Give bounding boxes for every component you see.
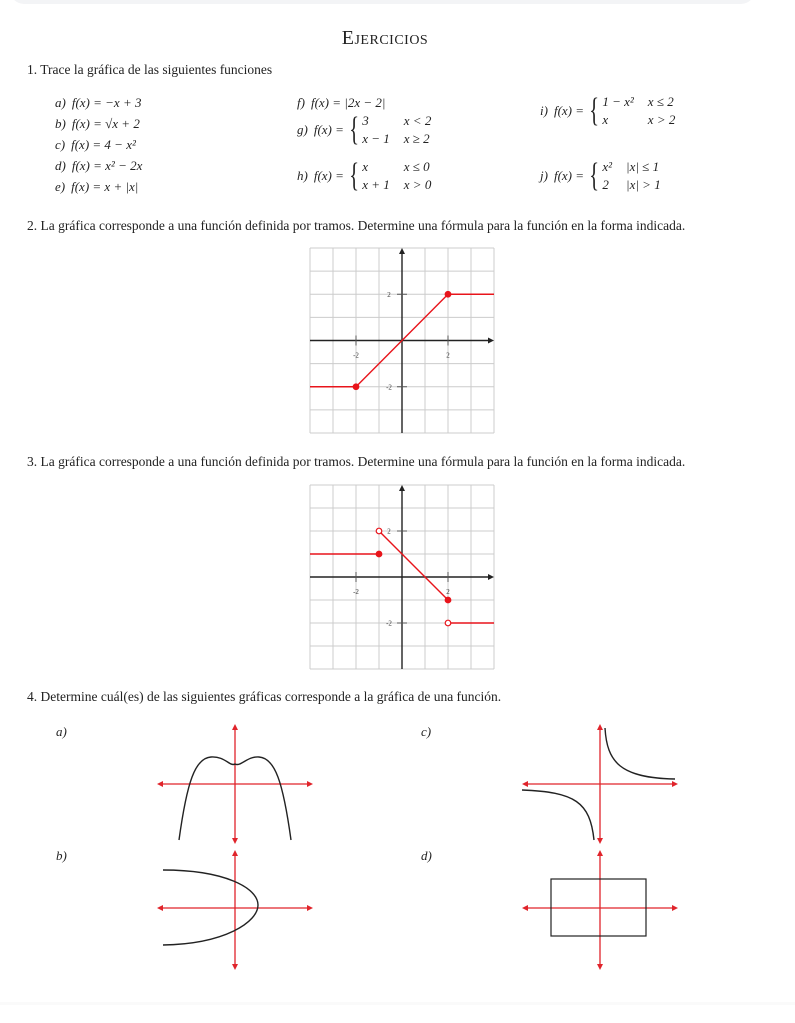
arrow-up-icon — [597, 724, 603, 730]
q4-label-b: b) — [56, 848, 67, 863]
open-point — [376, 528, 382, 534]
page-title: Ejercicios — [341, 27, 429, 49]
case-expr: 3 — [362, 113, 369, 128]
arrow-up-icon — [232, 850, 238, 856]
q1-item-c — [55, 137, 136, 153]
brace-icon: { — [589, 92, 600, 129]
case-cond: x ≥ 2 — [403, 131, 430, 146]
q1-item-j — [540, 159, 661, 193]
q1-item-e — [55, 179, 138, 195]
item-expr: f(x) = x + |x| — [71, 179, 139, 194]
arrow-right-icon — [307, 781, 313, 787]
function-segment — [379, 531, 448, 600]
y-axis-arrow-icon — [399, 485, 405, 491]
q4-sketch-a — [155, 722, 315, 846]
item-lhs: f(x) = — [313, 122, 344, 137]
question-2-text: 2. La gráfica corresponde a una función definida por tramos. Determine una fórmula para la función en la forma indicada. — [27, 218, 686, 233]
y-tick-label: 2 — [387, 527, 391, 536]
q1-item-b — [55, 116, 140, 132]
item-label: h) — [297, 168, 308, 183]
q4-label-c: c) — [421, 724, 432, 739]
case-cond: |x| > 1 — [626, 177, 661, 192]
x-tick-label: -2 — [353, 351, 359, 360]
item-expr: f(x) = |2x − 2| — [310, 95, 386, 110]
item-label: d) — [55, 158, 66, 173]
y-tick-label: -2 — [386, 383, 392, 392]
item-expr: f(x) = x² − 2x — [71, 158, 143, 173]
bottom-bar — [0, 1002, 795, 1005]
arrow-up-icon — [597, 850, 603, 856]
cases — [362, 159, 431, 193]
q4-sketch-b — [155, 848, 315, 972]
item-label: a) — [55, 95, 66, 110]
case-cond: x ≤ 2 — [647, 94, 674, 109]
case-expr: x + 1 — [362, 177, 390, 192]
q4-sketch-d — [520, 848, 680, 972]
q3-graph — [310, 485, 494, 669]
case-cond: |x| ≤ 1 — [626, 159, 660, 174]
sketch-curve — [605, 728, 675, 779]
case-cond: x ≤ 0 — [403, 159, 430, 174]
item-label: i) — [540, 103, 548, 118]
open-point — [445, 620, 451, 626]
item-expr: f(x) = −x + 3 — [71, 95, 142, 110]
cases — [602, 159, 660, 193]
item-lhs: f(x) = — [313, 168, 344, 183]
closed-point — [445, 291, 451, 297]
case-cond: x > 2 — [647, 112, 676, 127]
item-expr: f(x) = 4 − x² — [71, 137, 136, 152]
cases — [362, 113, 431, 147]
arrow-right-icon — [307, 905, 313, 911]
q4-label-d: d) — [421, 848, 432, 863]
top-bar — [10, 0, 755, 4]
q1-item-h — [297, 159, 431, 193]
q4-sketch-c — [520, 722, 680, 846]
q1-item-g — [297, 113, 431, 147]
question-3-text: 3. La gráfica corresponde a una función definida por tramos. Determine una fórmula para la función en la forma indicada. — [27, 454, 686, 469]
case-expr: 2 — [602, 177, 609, 192]
closed-point — [445, 597, 451, 603]
x-tick-label: 2 — [446, 588, 450, 596]
case-expr: x² — [602, 159, 613, 174]
x-axis-arrow-icon — [488, 574, 494, 580]
case-expr: x — [362, 159, 369, 174]
y-tick-label: -2 — [386, 619, 392, 628]
y-axis-arrow-icon — [399, 248, 405, 254]
arrow-left-icon — [522, 905, 528, 911]
item-label: j) — [540, 168, 548, 183]
arrow-down-icon — [232, 964, 238, 970]
arrow-down-icon — [232, 838, 238, 844]
x-tick-label: -2 — [353, 588, 359, 596]
item-label: e) — [55, 179, 66, 194]
question-1-text: 1. Trace la gráfica de las siguientes funciones — [27, 62, 273, 77]
sketch-curve — [522, 790, 594, 840]
arrow-left-icon — [157, 781, 163, 787]
item-lhs: f(x) = — [553, 168, 585, 183]
q2-graph — [310, 248, 494, 433]
sketch-axes — [522, 850, 678, 970]
item-expr: f(x) = √x + 2 — [71, 116, 140, 131]
y-tick-label: 2 — [387, 290, 391, 299]
case-expr: x — [602, 112, 609, 127]
item-lhs: f(x) = — [553, 103, 585, 118]
q4-label-a: a) — [56, 724, 67, 739]
arrow-down-icon — [597, 838, 603, 844]
arrow-up-icon — [232, 724, 238, 730]
q1-item-i — [540, 94, 675, 128]
question-4-text: 4. Determine cuál(es) de las siguientes gráficas corresponde a la gráfica de una función. — [27, 689, 502, 704]
item-label: f) — [297, 95, 305, 110]
arrow-right-icon — [672, 781, 678, 787]
case-expr: 1 − x² — [602, 94, 634, 109]
arrow-left-icon — [157, 905, 163, 911]
case-expr: x − 1 — [362, 131, 390, 146]
brace-icon: { — [349, 157, 359, 194]
q1-item-d — [55, 158, 142, 174]
item-label: c) — [55, 137, 66, 152]
brace-icon: { — [349, 111, 359, 148]
arrow-left-icon — [522, 781, 528, 787]
q1-item-a — [55, 95, 141, 111]
x-axis-arrow-icon — [488, 338, 494, 344]
case-cond: x > 0 — [403, 177, 432, 192]
arrow-down-icon — [597, 964, 603, 970]
arrow-right-icon — [672, 905, 678, 911]
brace-icon: { — [589, 157, 600, 194]
item-label: b) — [55, 116, 66, 131]
sketch-axes — [522, 724, 678, 844]
cases — [602, 94, 675, 128]
closed-point — [353, 384, 359, 390]
x-tick-label: 2 — [446, 351, 450, 360]
item-label: g) — [297, 122, 308, 137]
case-cond: x < 2 — [403, 113, 432, 128]
q1-item-f — [297, 95, 385, 111]
sketch-axes — [157, 850, 313, 970]
closed-point — [376, 551, 382, 557]
